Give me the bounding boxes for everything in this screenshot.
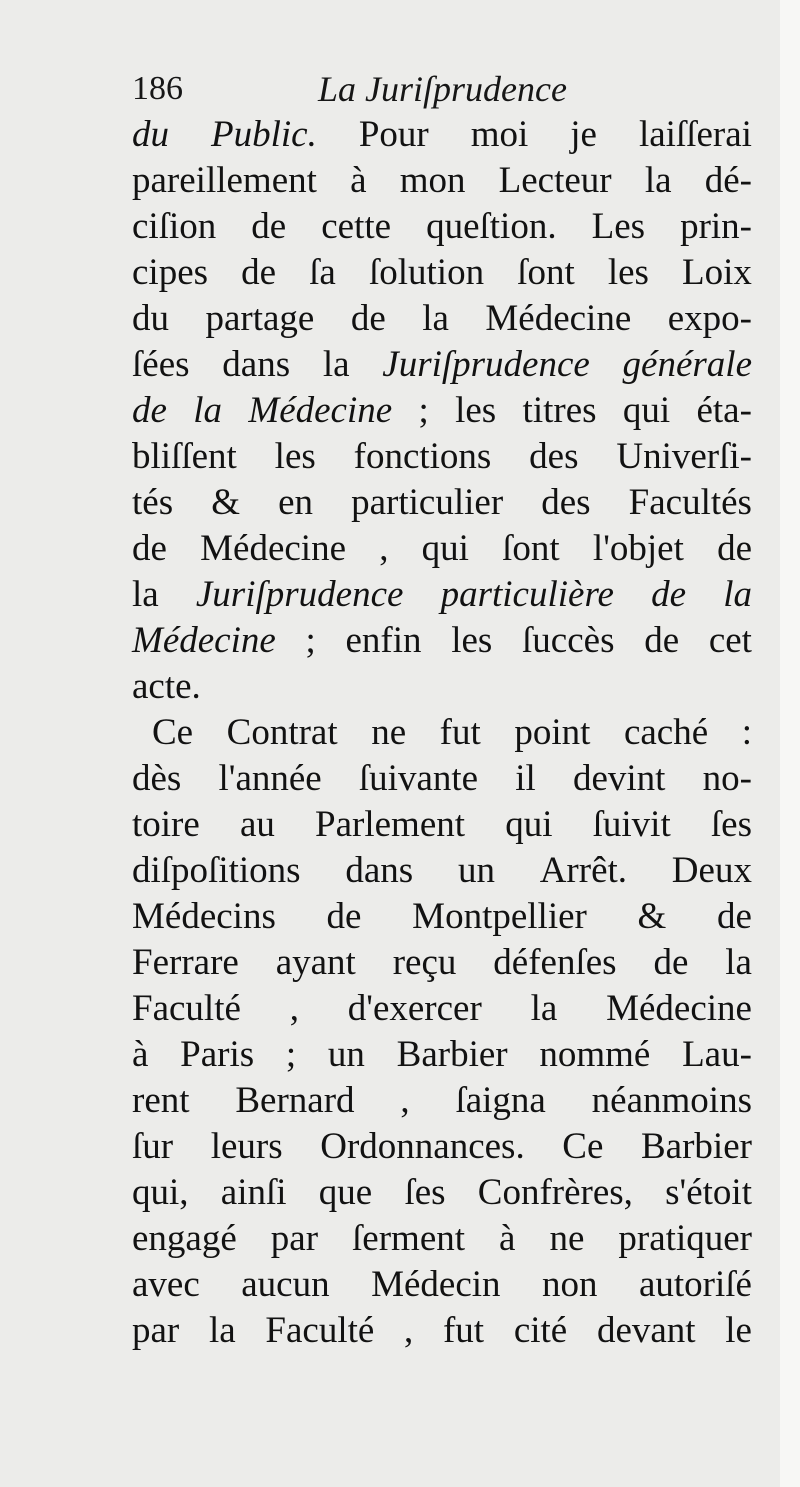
word: des <box>541 482 591 523</box>
word: la <box>208 1310 236 1351</box>
text-line <box>132 664 752 710</box>
word: Paris <box>180 1034 255 1075</box>
word: ſes <box>710 804 752 845</box>
word: un <box>327 1034 365 1075</box>
word: particulier <box>351 482 504 523</box>
word: expo- <box>667 298 752 339</box>
word: Médecine <box>132 620 276 661</box>
word: queſtion. <box>426 206 557 247</box>
word: Ordonnances. <box>320 1126 525 1167</box>
text-line <box>132 434 752 480</box>
word: Montpellier <box>412 896 587 937</box>
word: la <box>322 344 350 385</box>
text-line <box>132 480 752 526</box>
word: à <box>132 1034 149 1075</box>
page-margin-edge <box>780 0 800 1487</box>
word: Confrères, <box>477 1172 633 1213</box>
word: pareillement <box>132 160 317 201</box>
word: pratiquer <box>618 1218 752 1259</box>
word: tés <box>132 482 174 523</box>
text-line <box>132 848 752 894</box>
word: en <box>278 482 314 523</box>
word: devint <box>572 758 666 799</box>
word: & <box>637 896 667 937</box>
text-line <box>132 1308 752 1354</box>
word: l'objet <box>592 528 684 569</box>
word: ſont <box>502 528 560 569</box>
word: les <box>455 390 497 431</box>
word: ſont <box>517 252 575 293</box>
word: à <box>499 1218 516 1259</box>
word: Arrêt. <box>539 850 628 891</box>
word: par <box>132 1310 180 1351</box>
word: qui <box>622 390 671 431</box>
word: la <box>530 988 558 1029</box>
word: l'année <box>218 758 322 799</box>
text-line <box>132 572 752 618</box>
word: fut <box>442 1310 485 1351</box>
word: , <box>289 988 299 1029</box>
text-line <box>132 940 752 986</box>
word: bliſſent <box>132 436 237 477</box>
text-line <box>132 296 752 342</box>
running-title: La Juriſprudence <box>318 69 567 109</box>
text-line <box>132 112 752 158</box>
word: s'étoit <box>665 1172 752 1213</box>
word: ſolution <box>368 252 485 293</box>
word: la <box>193 390 223 431</box>
word: de <box>132 528 167 569</box>
word: un <box>457 850 495 891</box>
word: du <box>132 298 169 339</box>
word: Faculté <box>265 1310 375 1351</box>
word: enfin <box>345 620 422 661</box>
word: ſaigna <box>455 1080 546 1121</box>
word: leurs <box>210 1126 283 1167</box>
text-line <box>132 1262 752 1308</box>
word: ſuivit <box>592 804 671 845</box>
word: ſes <box>404 1172 446 1213</box>
page-header <box>132 66 752 118</box>
word: mon <box>399 160 466 201</box>
word: caché <box>623 712 709 753</box>
text-line <box>132 710 752 756</box>
word: d'exercer <box>347 988 482 1029</box>
word: Médecine <box>485 298 632 339</box>
word: ; <box>285 1034 297 1075</box>
word: Ce <box>562 1126 604 1167</box>
word: néanmoins <box>591 1080 752 1121</box>
word: je <box>570 114 597 155</box>
word: ciſion <box>132 206 217 247</box>
word: qui <box>505 804 553 845</box>
text-line <box>132 158 752 204</box>
word: ſuccès <box>522 620 615 661</box>
word: , <box>400 1080 410 1121</box>
word: & <box>211 482 240 523</box>
word: , <box>404 1310 414 1351</box>
word: Médecin <box>371 1264 501 1305</box>
word: de <box>653 942 689 983</box>
word: Médecine <box>248 390 393 431</box>
text-line <box>132 250 752 296</box>
word: non <box>542 1264 598 1305</box>
word: ainſi <box>220 1172 287 1213</box>
word: devant <box>596 1310 696 1351</box>
word: cité <box>513 1310 568 1351</box>
word: de <box>651 574 687 615</box>
word: titres <box>522 390 597 431</box>
word: la <box>644 160 672 201</box>
word: partage <box>205 298 315 339</box>
text-line <box>132 618 752 664</box>
word: dès <box>132 758 182 799</box>
word: Les <box>591 206 646 247</box>
body-text <box>132 112 752 1354</box>
word: acte. <box>132 666 201 707</box>
text-line <box>132 526 752 572</box>
word: la <box>725 942 752 983</box>
word: : <box>741 712 752 753</box>
text-line <box>132 894 752 940</box>
word: reçu <box>392 942 457 983</box>
word: Lau- <box>682 1034 752 1075</box>
word: dé- <box>704 160 752 201</box>
text-line <box>132 1032 752 1078</box>
word: la <box>723 574 752 615</box>
word: qui <box>421 528 469 569</box>
word: Loix <box>682 252 752 293</box>
word: de <box>717 528 752 569</box>
word: Public. <box>210 114 317 155</box>
word: le <box>725 1310 752 1351</box>
text-line <box>132 986 752 1032</box>
word: les <box>274 436 316 477</box>
word: ſur <box>132 1126 174 1167</box>
word: du <box>132 114 169 155</box>
word: de <box>251 206 287 247</box>
text-line <box>132 342 752 388</box>
word: Médecine <box>606 988 752 1029</box>
word: ; <box>418 390 429 431</box>
word: cette <box>321 206 392 247</box>
word: laiſſerai <box>638 114 752 155</box>
text-line <box>132 1170 752 1216</box>
word: Médecine <box>200 528 347 569</box>
word: prin- <box>680 206 752 247</box>
word: générale <box>622 344 752 385</box>
word: de <box>717 896 752 937</box>
word: ſuivante <box>358 758 479 799</box>
word: de <box>350 298 386 339</box>
word: ayant <box>275 942 356 983</box>
word: il <box>515 758 536 799</box>
word: à <box>350 160 367 201</box>
word: ; <box>305 620 316 661</box>
word: les <box>451 620 493 661</box>
word: de <box>132 390 167 431</box>
word: cet <box>708 620 752 661</box>
word: les <box>607 252 649 293</box>
word: de <box>326 896 362 937</box>
word: Facultés <box>628 482 752 523</box>
word: moi <box>470 114 529 155</box>
word: ſa <box>309 252 336 293</box>
word: ne <box>371 712 407 753</box>
word: la <box>422 298 449 339</box>
text-line <box>132 802 752 848</box>
word: qui, <box>132 1172 189 1213</box>
text-line <box>132 1124 752 1170</box>
text-line <box>132 1078 752 1124</box>
word: Pour <box>358 114 429 155</box>
word: Médecins <box>132 896 276 937</box>
word: toire <box>132 804 200 845</box>
word: Juriſprudence <box>195 574 404 615</box>
word: que <box>318 1172 373 1213</box>
text-line <box>132 1216 752 1262</box>
word: Contrat <box>226 712 338 753</box>
word: de <box>644 620 680 661</box>
word: rent <box>132 1080 190 1121</box>
text-line <box>132 388 752 434</box>
word: au <box>239 804 275 845</box>
word: Univerſi- <box>616 436 752 477</box>
word: éta- <box>696 390 752 431</box>
word: des <box>529 436 579 477</box>
word: aucun <box>241 1264 330 1305</box>
word: point <box>514 712 591 753</box>
word: diſpoſitions <box>132 850 301 891</box>
word: , <box>379 528 389 569</box>
word: no- <box>702 758 752 799</box>
word: Juriſprudence <box>382 344 590 385</box>
word: la <box>132 574 159 615</box>
word: avec <box>132 1264 200 1305</box>
page-number: 186 <box>132 70 183 107</box>
word: Faculté <box>132 988 241 1029</box>
word: ne <box>549 1218 585 1259</box>
word: nommé <box>539 1034 651 1075</box>
word: Parlement <box>315 804 466 845</box>
word: Ce <box>152 712 194 753</box>
word: Barbier <box>641 1126 752 1167</box>
word: Barbier <box>396 1034 508 1075</box>
word: par <box>270 1218 319 1259</box>
word: dans <box>345 850 414 891</box>
word: Deux <box>671 850 752 891</box>
word: ſerment <box>352 1218 466 1259</box>
word: Lecteur <box>498 160 612 201</box>
word: particulière <box>440 574 614 615</box>
word: engagé <box>132 1218 237 1259</box>
word: fonctions <box>353 436 492 477</box>
word: cipes <box>132 252 209 293</box>
word: défenſes <box>493 942 617 983</box>
text-line <box>132 204 752 250</box>
word: autoriſé <box>638 1264 752 1305</box>
text-line <box>132 756 752 802</box>
word: Bernard <box>235 1080 355 1121</box>
word: fut <box>439 712 481 753</box>
word: ſées <box>132 344 190 385</box>
word: Ferrare <box>132 942 239 983</box>
word: dans <box>222 344 291 385</box>
word: de <box>241 252 277 293</box>
